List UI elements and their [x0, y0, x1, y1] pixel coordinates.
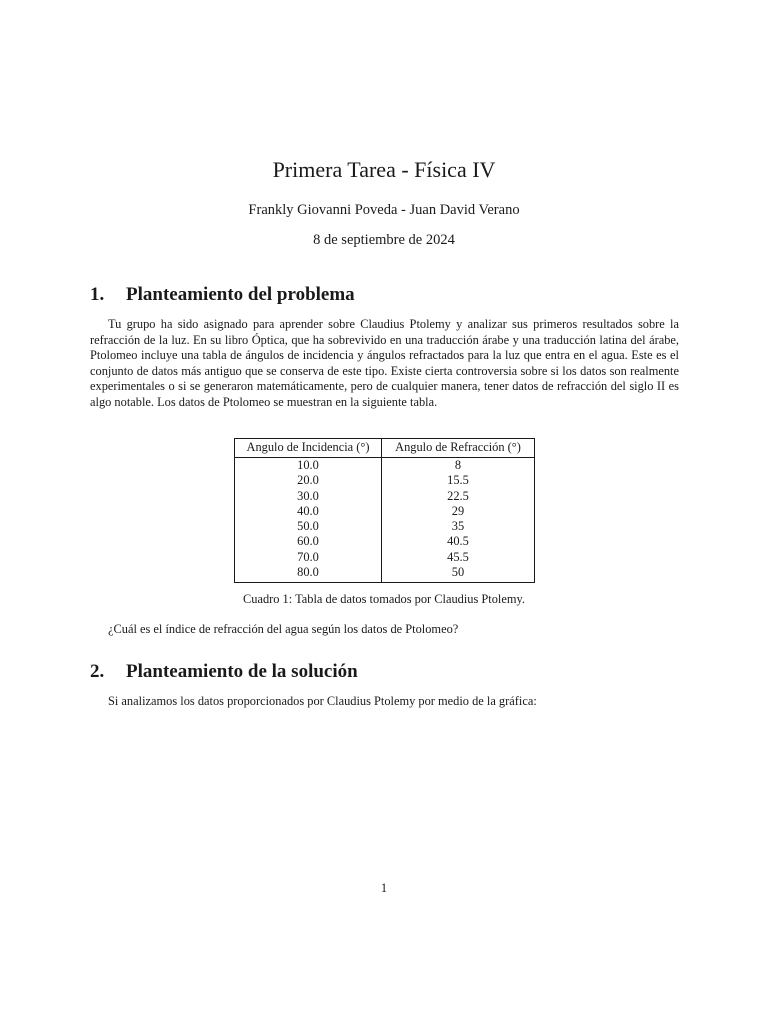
incidence-cell: 50.0	[235, 519, 382, 534]
column-header-refraction: Angulo de Refracción (°)	[382, 439, 535, 458]
table-row	[235, 504, 535, 519]
incidence-cell: 70.0	[235, 550, 382, 565]
document-title: Primera Tarea - Física IV	[272, 157, 496, 182]
section-number: 1.	[90, 284, 105, 305]
refraction-cell: 35	[451, 519, 465, 534]
section-number: 2.	[90, 661, 105, 682]
table-row	[235, 565, 535, 583]
refraction-cell: 15.5	[447, 473, 469, 488]
ptolemy-data-table	[234, 438, 535, 583]
table-row	[235, 534, 535, 549]
table-row	[235, 519, 535, 534]
incidence-cell: 20.0	[235, 473, 382, 488]
incidence-cell: 10.0	[235, 458, 382, 474]
refraction-cell: 45.5	[447, 549, 469, 564]
refraction-cell: 22.5	[447, 488, 469, 503]
refraction-cell: 8	[454, 458, 462, 472]
incidence-cell: 60.0	[235, 534, 382, 549]
refraction-cell: 40.5	[447, 534, 469, 549]
table-caption: Cuadro 1: Tabla de datos tomados por Claudius Ptolemy.	[242, 592, 526, 606]
page-number: 1	[380, 881, 388, 895]
section-title: Planteamiento del problema	[126, 284, 355, 305]
table-row	[235, 473, 535, 488]
refraction-cell: 29	[451, 503, 465, 518]
section-title: Planteamiento de la solución	[126, 661, 358, 682]
document-authors: Frankly Giovanni Poveda - Juan David Verano	[248, 202, 520, 218]
document-date: 8 de septiembre de 2024	[313, 232, 455, 248]
table-row	[235, 458, 535, 474]
incidence-cell: 40.0	[235, 504, 382, 519]
column-header-incidence: Angulo de Incidencia (°)	[235, 439, 382, 458]
refraction-cell: 50	[451, 565, 465, 580]
problem-paragraph: Tu grupo ha sido asignado para aprender sobre Claudius Ptolemy y analizar sus primeros resultados sobre la refracción de la luz. En su libro Óptica, que ha sobrevivido en una traducción árabe y una traducción latina del árabe, Ptolomeo incluye una tabla de ángulos de incidencia y ángulos refractados para la luz que entra en el agua. Este es el conjunto de datos más antiguo que se conserva de este tipo. Existe cierta controversia sobre si los datos son realmente experimentales o si se generaron matemáticamente, pero de cualquier manera, tener datos de refracción del siglo II es algo notable. Los datos de Ptolomeo se muestran en la siguiente tabla.	[90, 317, 679, 409]
incidence-cell: 30.0	[235, 489, 382, 504]
table-row	[235, 489, 535, 504]
table-header-row	[235, 439, 535, 458]
section-heading-problem	[90, 283, 355, 307]
section-heading-solution	[90, 660, 358, 684]
problem-question: ¿Cuál es el índice de refracción del agua según los datos de Ptolomeo?	[108, 622, 459, 636]
incidence-cell: 80.0	[235, 565, 382, 583]
solution-paragraph: Si analizamos los datos proporcionados por Claudius Ptolemy por medio de la gráfica:	[108, 694, 537, 708]
table-row	[235, 550, 535, 565]
